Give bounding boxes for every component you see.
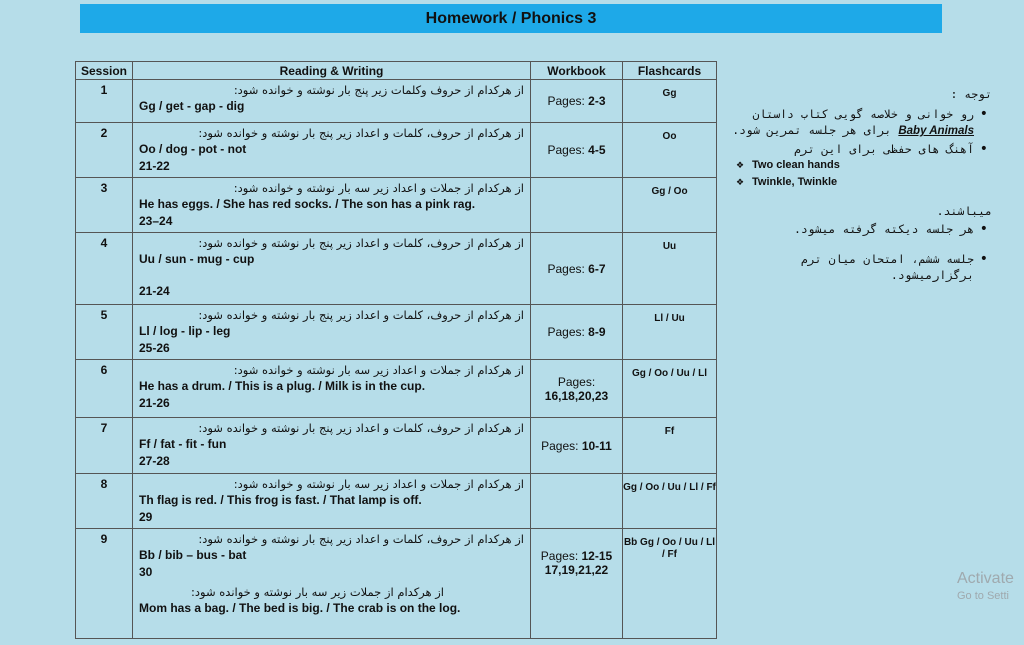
reading-writing-cell (133, 305, 531, 360)
table-row (76, 80, 717, 123)
flashcards-cell: Gg (623, 80, 717, 123)
number-range: 29 (139, 510, 153, 524)
flashcards-cell: Bb Gg / Oo / Uu / Ll / Ff (623, 529, 717, 639)
english-content-2: Mom has a bag. / The bed is big. / The crab is on the log. (139, 601, 461, 615)
note-item: • جلسه ششم، امتحان میان ترم برگزارمیشود. (730, 251, 992, 283)
workbook-cell: Pages: 12-15 17,19,21,22 (531, 529, 623, 639)
reading-writing-cell (133, 360, 531, 418)
note-item: • هر جلسه دیکته گرفته میشود. (730, 221, 992, 237)
instruction-text: از هرکدام از حروف، کلمات و اعداد زیر پنج بار نوشته و خوانده شود: (198, 236, 524, 250)
homework-table (75, 61, 717, 639)
notes-heading: توجه : (950, 87, 992, 101)
instruction-text: از هرکدام از حروف، کلمات و اعداد زیر پنج بار نوشته و خوانده شود: (198, 532, 524, 546)
session-number: 7 (76, 418, 133, 474)
instruction-text: از هرکدام از جملات و اعداد زیر سه بار نوشته و خوانده شود: (233, 181, 524, 195)
workbook-cell (531, 178, 623, 233)
song-item: ❖ Twinkle, Twinkle (730, 174, 992, 191)
note-continuation: میباشند. (936, 204, 992, 218)
title-bar (80, 4, 942, 33)
workbook-cell (531, 474, 623, 529)
session-number: 3 (76, 178, 133, 233)
flashcards-cell: Uu (623, 233, 717, 305)
english-content: Bb / bib – bus - bat (139, 548, 247, 562)
reading-writing-cell (133, 474, 531, 529)
english-content: Uu / sun - mug - cup (139, 252, 255, 266)
workbook-cell: Pages: 16,18,20,23 (531, 360, 623, 418)
instruction-text: از هرکدام از حروف، کلمات و اعداد زیر پنج بار نوشته و خوانده شود: (198, 126, 524, 140)
page-title: Homework / Phonics 3 (425, 9, 597, 27)
number-range: 23–24 (139, 214, 173, 228)
number-range: 30 (139, 565, 153, 579)
instruction-text: از هرکدام از حروف وکلمات زیر پنج بار نوشته و خوانده شود: (233, 83, 524, 97)
table-row (76, 418, 717, 474)
note-item: • رو خوانی و خلاصه گویی کتاب داستان Baby Animals برای هر جلسه تمرین شود. (730, 106, 992, 139)
reading-writing-cell (133, 178, 531, 233)
workbook-cell: Pages: 2-3 (531, 80, 623, 123)
english-content: Gg / get - gap - dig (139, 99, 245, 113)
flashcards-cell: Gg / Oo / Uu / Ll / Ff (623, 474, 717, 529)
table-row (76, 474, 717, 529)
english-content: He has eggs. / She has red socks. / The son has a pink rag. (139, 197, 476, 211)
book-title: Baby Animals (898, 125, 974, 137)
flashcards-cell: Gg / Oo / Uu / Ll (623, 360, 717, 418)
flashcards-cell: Gg / Oo (623, 178, 717, 233)
instruction-text: از هرکدام از جملات و اعداد زیر سه بار نوشته و خوانده شود: (233, 477, 524, 491)
flashcards-cell: Oo (623, 123, 717, 178)
header-workbook: Workbook (531, 62, 623, 80)
table-row (76, 529, 717, 639)
english-content: Th flag is red. / This frog is fast. / That lamp is off. (139, 493, 422, 507)
session-number: 2 (76, 123, 133, 178)
flashcards-cell: Ff (623, 418, 717, 474)
table-header-row (76, 62, 717, 80)
header-session: Session (76, 62, 133, 80)
instruction-text: از هرکدام از حروف، کلمات و اعداد زیر پنج بار نوشته و خوانده شود: (198, 308, 524, 322)
note-item: • آهنگ های حفظی برای این ترم (730, 141, 992, 157)
session-number: 1 (76, 80, 133, 123)
number-range: 27-28 (139, 454, 170, 468)
flashcards-cell: Ll / Uu (623, 305, 717, 360)
number-range: 25-26 (139, 341, 170, 355)
activation-watermark: Activate Go to Setti (957, 570, 1014, 602)
reading-writing-cell (133, 529, 531, 639)
table-row (76, 360, 717, 418)
english-content: He has a drum. / This is a plug. / Milk is in the cup. (139, 379, 426, 393)
workbook-cell: Pages: 4-5 (531, 123, 623, 178)
english-content: Oo / dog - pot - not (139, 142, 247, 156)
english-content: Ll / log - lip - leg (139, 324, 231, 338)
workbook-cell: Pages: 6-7 (531, 233, 623, 305)
reading-writing-cell (133, 233, 531, 305)
instruction-text: از هرکدام از جملات و اعداد زیر سه بار نوشته و خوانده شود: (233, 363, 524, 377)
instruction-text: از هرکدام از حروف، کلمات و اعداد زیر پنج بار نوشته و خوانده شود: (198, 421, 524, 435)
instruction-text-2: از هرکدام از جملات زیر سه بار نوشته و خوانده شود: (191, 585, 444, 599)
number-range: 21-22 (139, 159, 170, 173)
workbook-cell: Pages: 10-11 (531, 418, 623, 474)
session-number: 6 (76, 360, 133, 418)
table-row (76, 305, 717, 360)
song-item: ❖ Two clean hands (730, 157, 992, 174)
reading-writing-cell (133, 418, 531, 474)
session-number: 9 (76, 529, 133, 639)
header-flashcards: Flashcards (623, 62, 717, 80)
session-number: 5 (76, 305, 133, 360)
english-content: Ff / fat - fit - fun (139, 437, 227, 451)
reading-writing-cell (133, 80, 531, 123)
session-number: 4 (76, 233, 133, 305)
table-row (76, 123, 717, 178)
number-range: 21-26 (139, 396, 170, 410)
table-row (76, 178, 717, 233)
number-range: 21-24 (139, 284, 170, 298)
reading-writing-cell (133, 123, 531, 178)
session-number: 8 (76, 474, 133, 529)
workbook-cell: Pages: 8-9 (531, 305, 623, 360)
notes-panel (730, 86, 992, 283)
table-row (76, 233, 717, 305)
header-reading-writing: Reading & Writing (133, 62, 531, 80)
